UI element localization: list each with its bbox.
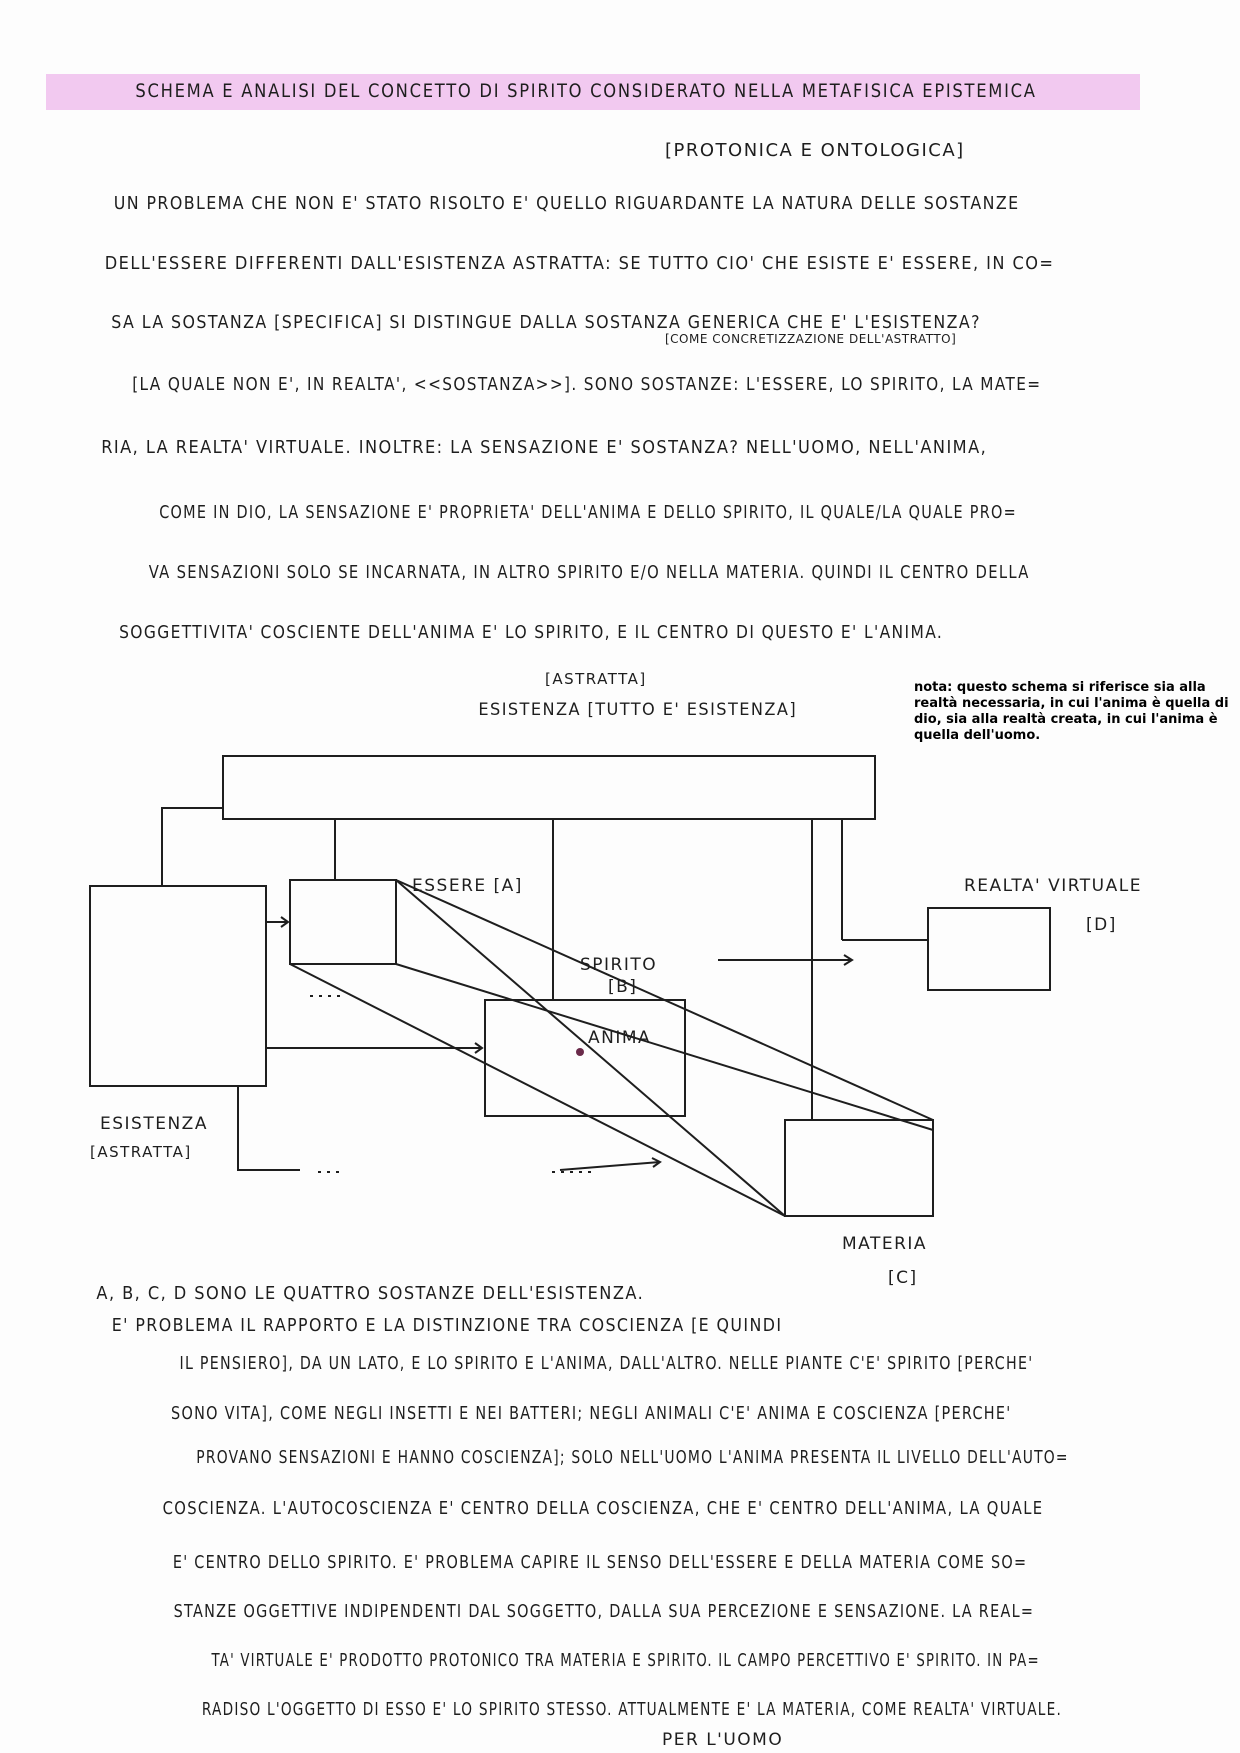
label-spirito: SPIRITO xyxy=(580,955,658,975)
closing-insert: PER L'UOMO xyxy=(662,1730,784,1750)
arrow-materia xyxy=(560,1162,660,1170)
arrow-left-lower xyxy=(238,1086,300,1170)
intro-line-1: UN PROBLEMA CHE NON E' STATO RISOLTO E' QUELLO RIGUARDANTE LA NATURA DELLE SOSTANZE xyxy=(113,193,1020,214)
essere-box xyxy=(290,880,396,964)
label-realta-d: [D] xyxy=(1086,915,1117,935)
intro-line-8: SOGGETTIVITA' COSCIENTE DELL'ANIMA E' LO SPIRITO, E IL CENTRO DI QUESTO E' L'ANIMA. xyxy=(119,622,944,643)
title-insert: [PROTONICA E ONTOLOGICA] xyxy=(665,140,965,161)
intro-insert: [COME CONCRETIZZAZIONE DELL'ASTRATTO] xyxy=(665,332,957,346)
closing-line-8: STANZE OGGETTIVE INDIPENDENTI DAL SOGGETTO, DALLA SUA PERCEZIONE E SENSAZIONE. LA REAL= xyxy=(173,1601,1035,1622)
anima-center-point xyxy=(576,1048,584,1056)
closing-line-6: COSCIENZA. L'AUTOCOSCIENZA E' CENTRO DELLA COSCIENZA, CHE E' CENTRO DELL'ANIMA, LA QUALE xyxy=(162,1498,1044,1519)
closing-line-4: SONO VITA], COME NEGLI INSETTI E NEI BATTERI; NEGLI ANIMALI C'E' ANIMA E COSCIENZA [PERCHE' xyxy=(171,1403,1012,1424)
diagram-label-esistenza-top: ESISTENZA [TUTTO E' ESISTENZA] xyxy=(478,700,798,720)
label-materia: MATERIA xyxy=(842,1234,928,1254)
diagram-label-astratta-top: [ASTRATTA] xyxy=(545,670,647,688)
label-spirito-b: [B] xyxy=(608,977,638,997)
closing-line-10: RADISO L'OGGETTO DI ESSO E' LO SPIRITO STESSO. ATTUALMENTE E' LA MATERIA, COME REALTA' VIRTUALE. xyxy=(201,1699,1063,1720)
intro-line-5: RIA, LA REALTA' VIRTUALE. INOLTRE: LA SENSAZIONE E' SOSTANZA? NELL'UOMO, NELL'ANIMA, xyxy=(101,437,988,458)
intro-line-3: SA LA SOSTANZA [SPECIFICA] SI DISTINGUE DALLA SOSTANZA GENERICA CHE E' L'ESISTENZA? xyxy=(111,312,981,333)
realta-virtuale-box xyxy=(928,908,1050,990)
label-realta-virtuale: REALTA' VIRTUALE xyxy=(964,876,1142,896)
label-esistenza: ESISTENZA xyxy=(100,1114,208,1134)
anima-box xyxy=(485,1000,685,1116)
esistenza-top-box xyxy=(223,756,875,819)
label-anima: ANIMA xyxy=(588,1028,652,1048)
intro-line-7: VA SENSAZIONI SOLO SE INCARNATA, IN ALTRO SPIRITO E/O NELLA MATERIA. QUINDI IL CENTRO DELLA xyxy=(148,562,1030,583)
page-title: SCHEMA E ANALISI DEL CONCETTO DI SPIRITO CONSIDERATO NELLA METAFISICA EPISTEMICA xyxy=(135,80,1037,102)
materia-box xyxy=(785,1120,933,1216)
esistenza-box xyxy=(90,886,266,1086)
perspective-line-1 xyxy=(396,880,933,1120)
label-materia-c: [C] xyxy=(888,1268,918,1288)
label-essere: ESSERE [A] xyxy=(412,876,523,896)
closing-line-7: E' CENTRO DELLO SPIRITO. E' PROBLEMA CAPIRE IL SENSO DELL'ESSERE E DELLA MATERIA COME SO= xyxy=(172,1552,1028,1573)
closing-line-3: IL PENSIERO], DA UN LATO, E LO SPIRITO E L'ANIMA, DALL'ALTRO. NELLE PIANTE C'E' SPIRITO [PERCHE' xyxy=(179,1353,1034,1374)
note-text: nota: questo schema si riferisce sia alla realtà necessaria, in cui l'anima è quella di dio, sia alla realtà creata, in cui l'anima è quella dell'uomo. xyxy=(914,680,1229,743)
closing-line-1: A, B, C, D SONO LE QUATTRO SOSTANZE DELL'ESISTENZA. xyxy=(96,1283,645,1304)
intro-line-2: DELL'ESSERE DIFFERENTI DALL'ESISTENZA ASTRATTA: SE TUTTO CIO' CHE ESISTE E' ESSERE, IN CO= xyxy=(104,253,1055,274)
label-esistenza-astratta: [ASTRATTA] xyxy=(90,1143,192,1161)
intro-line-6: COME IN DIO, LA SENSAZIONE E' PROPRIETA' DELL'ANIMA E DELLO SPIRITO, IL QUALE/LA QUALE PRO= xyxy=(159,502,1017,523)
closing-line-2: E' PROBLEMA IL RAPPORTO E LA DISTINZIONE TRA COSCIENZA [E QUINDI xyxy=(111,1315,783,1336)
closing-line-5: PROVANO SENSAZIONI E HANNO COSCIENZA]; SOLO NELL'UOMO L'ANIMA PRESENTA IL LIVELLO DELL'AUTO= xyxy=(196,1447,1069,1468)
connector-left xyxy=(162,808,223,886)
intro-line-4: [LA QUALE NON E', IN REALTA', <<SOSTANZA>>]. SONO SOSTANZE: L'ESSERE, LO SPIRITO, LA MATE= xyxy=(132,374,1042,395)
closing-line-9: TA' VIRTUALE E' PRODOTTO PROTONICO TRA MATERIA E SPIRITO. IL CAMPO PERCETTIVO E' SPIRITO. IN PA= xyxy=(211,1650,1040,1671)
